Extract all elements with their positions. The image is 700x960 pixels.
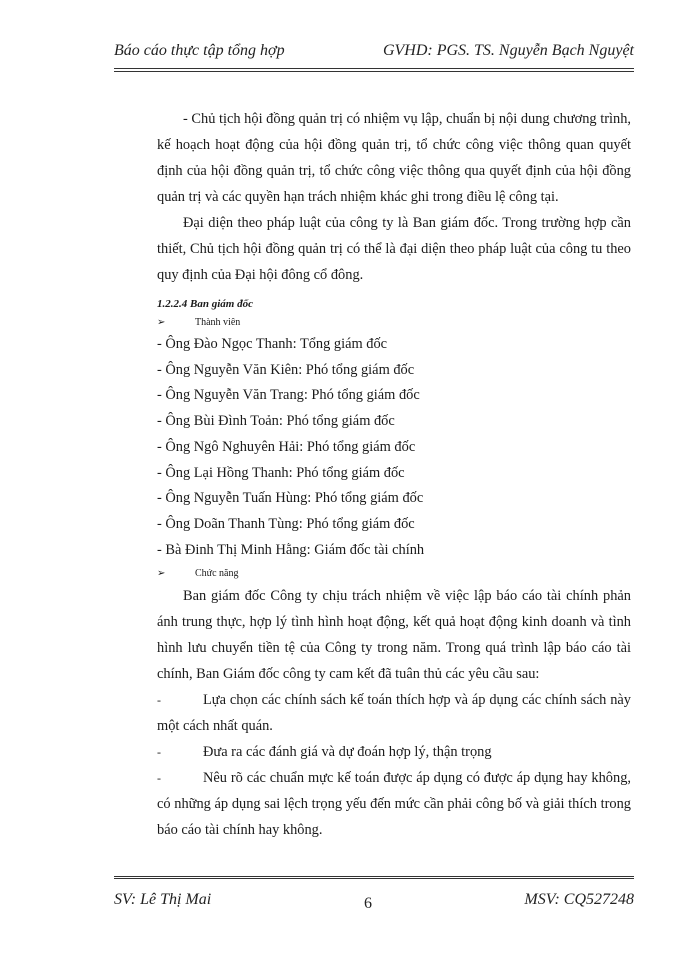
list-item: - Ông Bùi Đình Toản: Phó tổng giám đốc xyxy=(157,413,395,430)
list-item: - Ông Lại Hồng Thanh: Phó tổng giám đốc xyxy=(157,464,405,481)
list-item: - Bà Đinh Thị Minh Hằng: Giám đốc tài chính xyxy=(157,541,425,558)
requirement-item xyxy=(157,687,631,739)
function-label: Chức năng xyxy=(195,568,239,580)
members-bullet xyxy=(157,316,631,330)
function-bullet xyxy=(157,567,631,581)
arrow-bullet-icon: ➢ xyxy=(157,317,166,328)
list-item: - Ông Nguyễn Tuấn Hùng: Phó tổng giám đốc xyxy=(157,490,424,507)
page-number: 6 xyxy=(364,895,372,912)
requirement-item xyxy=(157,765,631,843)
paragraph-chairman-duties: - Chủ tịch hội đồng quản trị có nhiệm vụ lập, chuẩn bị nội dung chương trình, kế hoạch hoạt động của hội đồng quản trị, tổ chức công việc thông quan quyết định của hội đồng quản trị, tổ chức công việc thông qua quyết định của hội đồng quản trị và các quyền hạn trách nhiệm khác ghi trong điều lệ công tại. xyxy=(157,111,631,205)
members-label: Thành viên xyxy=(195,317,241,328)
requirement-item xyxy=(157,739,631,765)
paragraph-board-responsibility: Ban giám đốc Công ty chịu trách nhiệm về việc lập báo cáo tài chính phản ánh trung thực, hợp lý tình hình hoạt động, kết quả hoạt động kinh doanh và tình hình lưu chuyển tiền tệ của Công ty trong năm. Trong quá trình lập báo cáo tài chính, Ban Giám đốc công ty cam kết đã tuân thủ các yêu cầu sau: xyxy=(157,588,631,683)
paragraph-legal-representative: Đại diện theo pháp luật của công ty là Ban giám đốc. Trong trường hợp cần thiết, Chủ tịch hội đồng quản trị có thể là đại diện theo pháp luật của công tu theo quy định của Đại hội đông cổ đông. xyxy=(157,215,631,283)
page-header xyxy=(114,40,634,72)
footer-student-id: MSV: CQ527248 xyxy=(524,891,634,908)
dash-bullet-icon: - xyxy=(157,771,161,786)
list-item: - Ông Nguyễn Văn Trang: Phó tổng giám đốc xyxy=(157,387,420,404)
header-report-title: Báo cáo thực tập tổng hợp xyxy=(114,42,285,59)
footer-student-name: SV: Lê Thị Mai xyxy=(114,891,212,908)
list-item: - Ông Ngô Nghuyên Hải: Phó tổng giám đốc xyxy=(157,438,416,455)
header-supervisor: GVHD: PGS. TS. Nguyễn Bạch Nguyệt xyxy=(382,42,634,59)
requirement-text: Lựa chọn các chính sách kế toán thích hợp và áp dụng các chính sách này một cách nhất quán. xyxy=(157,692,631,735)
dash-bullet-icon: - xyxy=(157,745,161,760)
list-item: - Ông Doãn Thanh Tùng: Phó tổng giám đốc xyxy=(157,515,415,532)
arrow-bullet-icon: ➢ xyxy=(157,568,166,580)
page-body xyxy=(157,106,631,843)
page-footer xyxy=(114,876,634,919)
requirement-text: Đưa ra các đánh giá và dự đoán hợp lý, thận trọng xyxy=(203,744,492,761)
requirement-text: Nêu rõ các chuẩn mực kế toán được áp dụng có được áp dụng hay không, có những áp dụng sai lệch trọng yếu đến mức cần phải công bố và giải thích trong báo cáo tài chính hay không. xyxy=(157,770,631,839)
section-heading: 1.2.2.4 Ban giám đốc xyxy=(157,298,253,310)
dash-bullet-icon: - xyxy=(157,693,161,708)
list-item: - Ông Đào Ngọc Thanh: Tổng giám đốc xyxy=(157,336,388,352)
list-item: - Ông Nguyễn Văn Kiên: Phó tổng giám đốc xyxy=(157,361,415,378)
